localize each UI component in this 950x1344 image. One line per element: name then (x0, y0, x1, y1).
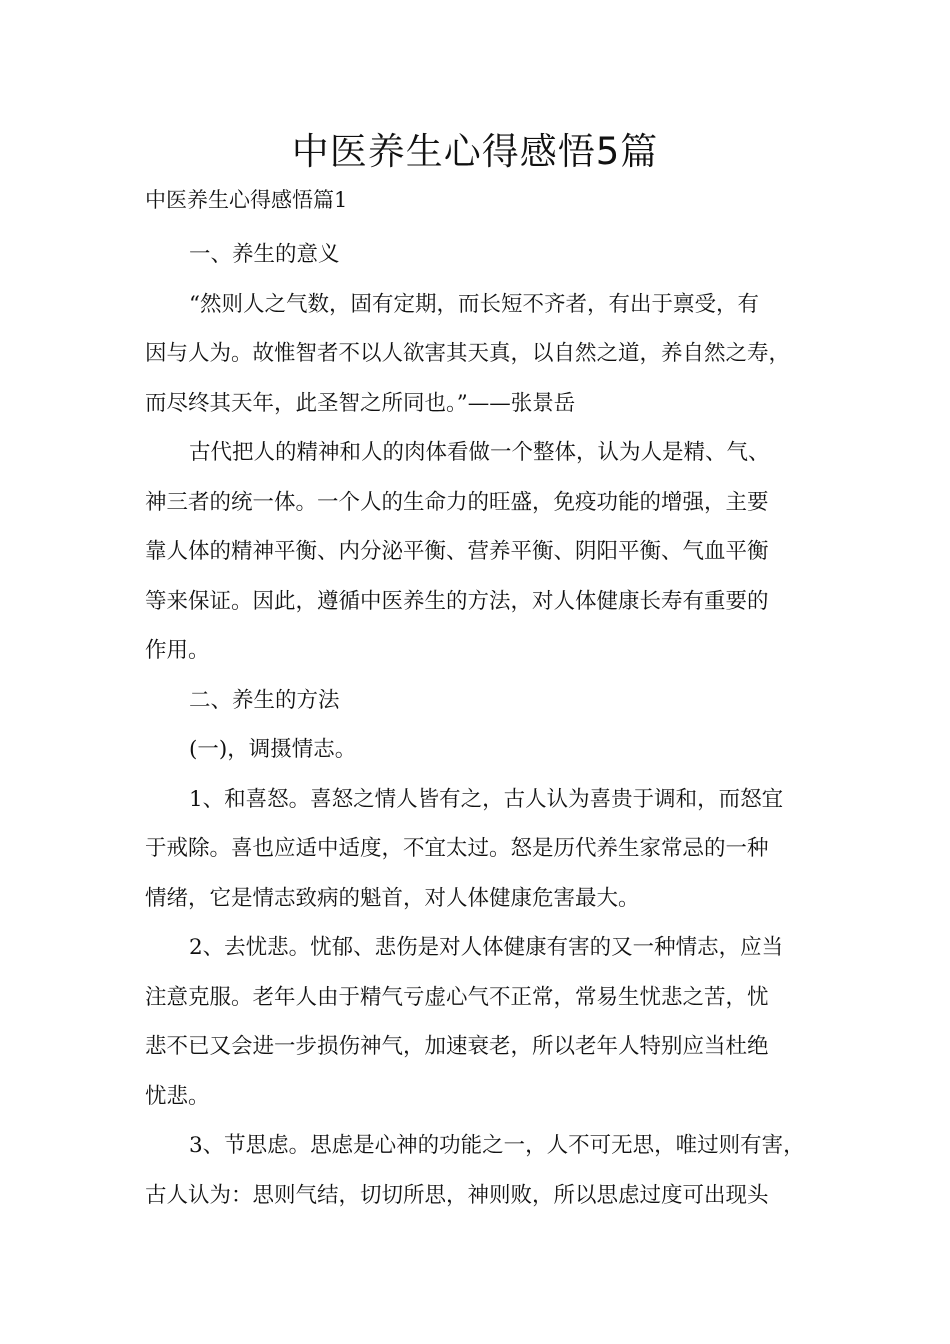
paragraph-line: 1、和喜怒。喜怒之情人皆有之，古人认为喜贵于调和，而怒宜 (189, 786, 784, 812)
paragraph-line: “然则人之气数，固有定期，而长短不齐者，有出于禀受，有 (189, 291, 759, 317)
body-paragraph (145, 775, 810, 924)
body-paragraph (145, 1121, 810, 1220)
paragraph-line: 注意克服。老年人由于精气亏虚心气不正常，常易生忧悲之苦，忧 (145, 984, 769, 1010)
paragraph-line: 于戒除。喜也应适中适度，不宜太过。怒是历代养生家常忌的一种 (145, 836, 769, 861)
paragraph-line: 而尽终其天年，此圣智之所同也。”——张景岳 (145, 390, 576, 416)
paragraph-line: 古代把人的精神和人的肉体看做一个整体，认为人是精、气、 (189, 440, 770, 465)
body-paragraph (145, 280, 810, 429)
paragraph-line: 一、养生的意义 (189, 242, 340, 267)
document-title: 中医养生心得感悟5篇 (291, 130, 659, 173)
body-paragraph (145, 428, 810, 676)
paragraph-line: 2、去忧悲。忧郁、悲伤是对人体健康有害的又一种情志，应当 (189, 935, 784, 960)
body-paragraph (145, 725, 810, 775)
paragraph-line: 作用。 (145, 638, 210, 663)
body-paragraph (145, 923, 810, 1121)
paragraph-line: (一)，调摄情志。 (189, 737, 357, 762)
document-body (145, 230, 810, 1220)
paragraph-line: 忧悲。 (145, 1083, 210, 1109)
paragraph-line: 因与人为。故惟智者不以人欲害其天真，以自然之道，养自然之寿， (145, 341, 791, 366)
paragraph-line: 靠人体的精神平衡、内分泌平衡、营养平衡、阴阳平衡、气血平衡 (145, 539, 769, 564)
body-paragraph (145, 676, 810, 726)
body-paragraph (145, 230, 810, 280)
paragraph-line: 神三者的统一体。一个人的生命力的旺盛，免疫功能的增强，主要 (145, 489, 769, 515)
paragraph-line: 古人认为：思则气结，切切所思，神则败，所以思虑过度可出现头 (145, 1182, 769, 1208)
paragraph-line: 悲不已又会进一步损伤神气，加速衰老，所以老年人特别应当杜绝 (145, 1034, 769, 1059)
paragraph-line: 3、节思虑。思虑是心神的功能之一，人不可无思，唯过则有害， (189, 1133, 805, 1158)
paragraph-line: 情绪，它是情志致病的魁首，对人体健康危害最大。 (145, 885, 640, 911)
paragraph-line: 等来保证。因此，遵循中医养生的方法，对人体健康长寿有重要的 (145, 588, 769, 614)
document-subtitle: 中医养生心得感悟篇1 (145, 188, 348, 212)
paragraph-line: 二、养生的方法 (189, 687, 340, 713)
